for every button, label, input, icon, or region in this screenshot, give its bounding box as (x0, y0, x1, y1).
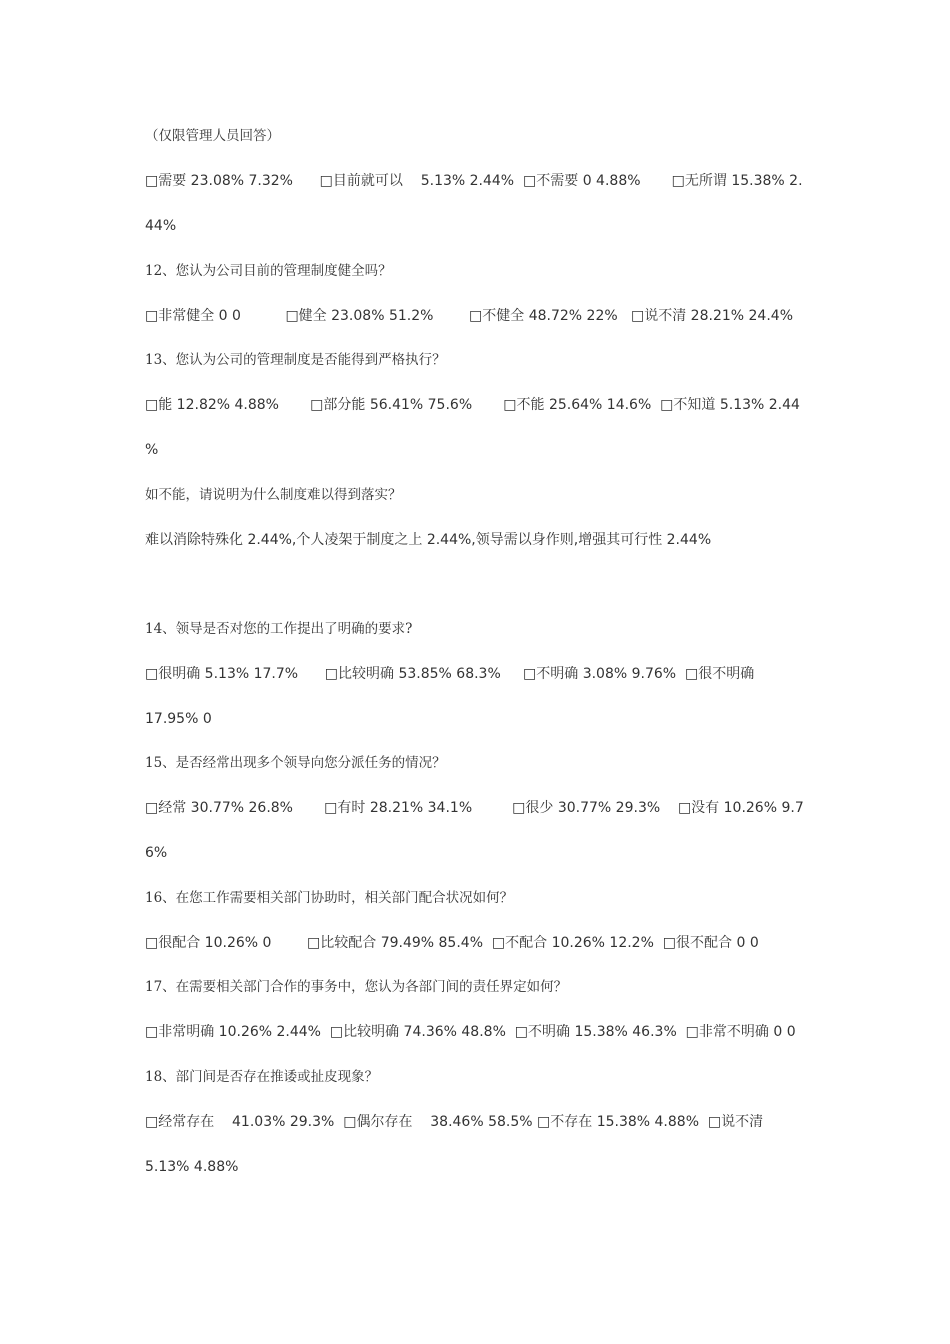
question-12: 12、您认为公司目前的管理制度健全吗？ (145, 263, 392, 279)
question-14: 14、领导是否对您的工作提出了明确的要求? (145, 621, 413, 637)
q13-options: □能 12.82% 4.88% □部分能 56.41% 75.6% □不能 25.64% 14.6% □不知道 5.13% 2.44 (145, 397, 800, 413)
q18-options: □经常存在 41.03% 29.3% □偶尔存在 38.46% 58.5% □不存在 15.38% 4.88% □说不清 (145, 1114, 764, 1130)
question-13: 13、您认为公司的管理制度是否能得到严格执行？ (145, 352, 446, 368)
q15-options: □经常 30.77% 26.8% □有时 28.21% 34.1% □很少 30.77% 29.3% □没有 10.26% 9.7 (145, 800, 804, 816)
question-17: 17、在需要相关部门合作的事务中，您认为各部门间的责任界定如何？ (145, 979, 568, 995)
q14-options: □很明确 5.13% 17.7% □比较明确 53.85% 68.3% □不明确 3.08% 9.76% □很不明确 (145, 666, 755, 682)
q13-followup-question: 如不能，请说明为什么制度难以得到落实？ (145, 487, 402, 503)
q17-options: □非常明确 10.26% 2.44% □比较明确 74.36% 48.8% □不明确 15.38% 46.3% □非常不明确 0 0 (145, 1024, 796, 1040)
q11-options: □需要 23.08% 7.32% □目前就可以 5.13% 2.44% □不需要 0 4.88% □无所谓 15.38% 2. (145, 173, 803, 189)
q18-options-wrap: 5.13% 4.88% (145, 1159, 239, 1175)
q15-options-wrap: 6% (145, 845, 168, 861)
q13-followup-answer: 难以消除特殊化 2.44%,个人凌架于制度之上 2.44%,领导需以身作则,增强其可行性 2.44% (145, 532, 712, 548)
q13-options-wrap: % (145, 442, 159, 458)
note-managers-only: （仅限管理人员回答） (145, 128, 280, 144)
question-16: 16、在您工作需要相关部门协助时，相关部门配合状况如何？ (145, 890, 514, 906)
q11-options-wrap: 44% (145, 218, 177, 234)
question-18: 18、部门间是否存在推诿或扯皮现象？ (145, 1069, 379, 1085)
question-15: 15、是否经常出现多个领导向您分派任务的情况？ (145, 755, 446, 771)
q14-options-wrap: 17.95% 0 (145, 711, 212, 727)
q12-options: □非常健全 0 0 □健全 23.08% 51.2% □不健全 48.72% 22% □说不清 28.21% 24.4% (145, 308, 793, 324)
q16-options: □很配合 10.26% 0 □比较配合 79.49% 85.4% □不配合 10.26% 12.2% □很不配合 0 0 (145, 935, 759, 951)
